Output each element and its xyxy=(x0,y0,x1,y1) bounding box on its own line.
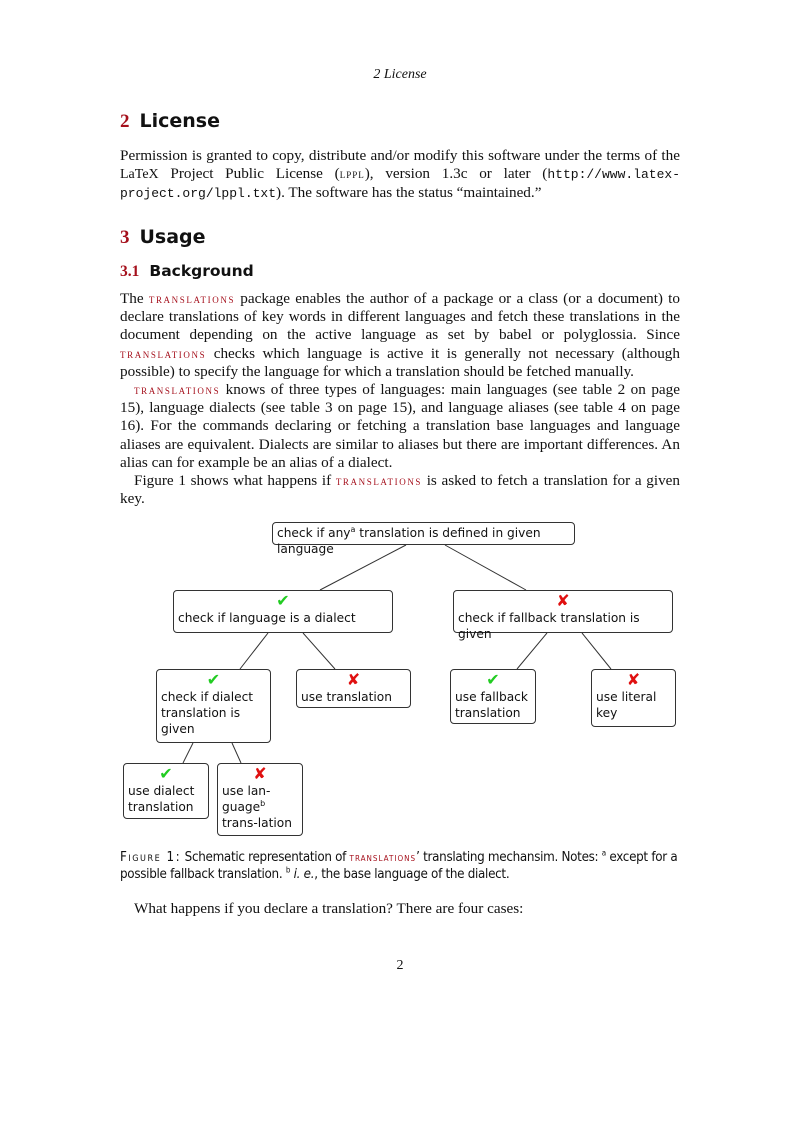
figure-caption xyxy=(120,849,680,883)
node-check-dialect-translation xyxy=(156,669,271,743)
page-number: 2 xyxy=(396,958,404,973)
caption-text: , the base language of the dialect. xyxy=(314,867,510,882)
running-head: 2 License xyxy=(373,67,427,82)
package-name: translations xyxy=(335,473,423,488)
footnote-mark: b xyxy=(260,798,266,808)
node-text: use dialect translation xyxy=(128,784,195,814)
node-check-fallback xyxy=(453,590,673,641)
text: Project Public License ( xyxy=(158,165,340,183)
package-name: translations xyxy=(134,382,221,397)
package-name: translations xyxy=(120,345,207,361)
footnote-mark: a xyxy=(601,848,606,858)
node-text: check if any xyxy=(277,526,351,540)
node-use-dialect xyxy=(123,763,209,819)
node-text: use translation xyxy=(301,690,392,704)
text: checks which language is active it is generally not necessary (although possible) to specify the language for which a translation should be fetched manually. xyxy=(120,344,680,380)
node-check-dialect xyxy=(173,590,393,633)
package-name: translations xyxy=(349,850,417,864)
node-text: use fallback translation xyxy=(455,690,528,720)
checkmark-icon: ✔ xyxy=(276,591,290,610)
node-text: translation is defined in given language xyxy=(277,526,541,556)
node-use-language xyxy=(217,763,303,836)
subsection-title: Background xyxy=(149,262,254,280)
node-text: check if dialect translation is given xyxy=(161,690,254,736)
section-number: 2 xyxy=(120,111,130,132)
caption-text: Schematic representation of xyxy=(181,850,350,865)
footnote-mark: b xyxy=(285,865,291,875)
checkmark-icon: ✔ xyxy=(159,764,173,783)
subsection-number: 3.1 xyxy=(120,263,140,280)
node-check-any-translation xyxy=(272,522,575,556)
caption-text: i. e. xyxy=(293,867,315,882)
node-text: use literal key xyxy=(596,690,657,720)
caption-text: ’ translating mechansim. Notes: xyxy=(416,850,602,865)
text: is asked to fetch a translation for a given key. xyxy=(120,472,681,508)
footnote-mark: a xyxy=(350,524,356,534)
text: package enables the author of a package or a class (or a document) to declare translations of key words in different languages and fetch these translations in the document depending on the active language as set by babel or polyglossia. Since xyxy=(120,290,680,344)
lppl-abbrev: lppl xyxy=(339,166,365,182)
package-name: translations xyxy=(148,291,236,306)
text: ). The software has the status “maintained.” xyxy=(276,184,542,202)
node-text: use lan-guage xyxy=(222,784,271,814)
node-text: check if fallback translation is given xyxy=(458,611,640,641)
section-title: Usage xyxy=(139,226,206,248)
checkmark-icon: ✔ xyxy=(206,670,221,689)
cross-icon: ✘ xyxy=(346,670,361,689)
caption-text: except for a possible fallback translation. xyxy=(120,850,678,882)
cross-icon: ✘ xyxy=(253,764,267,783)
text: knows of three types of languages: main languages (see table 2 on page 15), language dialects (see table 3 on page 15), and language aliases (see table 4 on page 16). For the commands declaring or fetching a translation base languages and language aliases are equivalent. Dialects are similar to aliases but there are important differences. An alias can for example be an alias of a dialect. xyxy=(120,381,680,471)
section-title: License xyxy=(139,110,220,132)
node-use-literal-key xyxy=(591,669,676,727)
cross-icon: ✘ xyxy=(626,670,641,689)
cross-icon: ✘ xyxy=(556,591,570,610)
node-text: trans-lation xyxy=(222,816,292,830)
latex-logo: LaTeX xyxy=(120,167,159,183)
checkmark-icon: ✔ xyxy=(486,670,500,689)
license-url[interactable]: http://www.latex-project.org/lppl.txt xyxy=(120,167,680,202)
text: ), version 1.3c or later ( xyxy=(364,165,548,183)
text: Figure 1 shows what happens if xyxy=(134,472,336,489)
section-number: 3 xyxy=(120,227,130,248)
node-use-translation xyxy=(296,669,411,708)
node-text: check if language is a dialect xyxy=(178,611,356,625)
text: The xyxy=(120,290,149,307)
figure-label: Figure 1: xyxy=(120,850,182,865)
after-figure-paragraph: What happens if you declare a translation? There are four cases: xyxy=(134,900,524,917)
node-use-fallback xyxy=(450,669,536,724)
text: Permission is granted to copy, distribute and/or modify this software under the terms of the xyxy=(120,147,680,164)
